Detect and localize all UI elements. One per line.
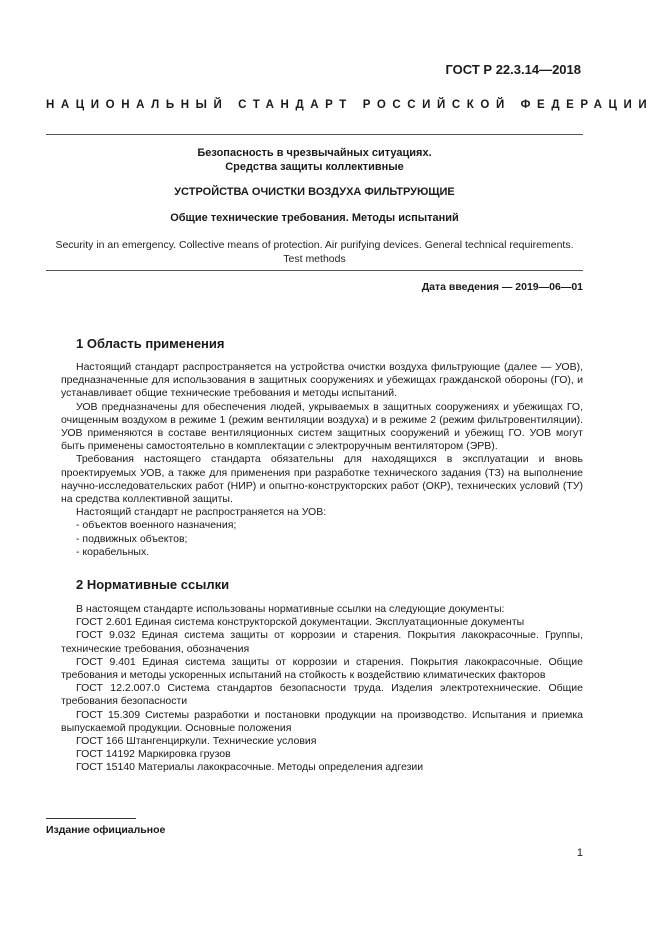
title-divider — [46, 270, 583, 271]
section-1-paragraph: Настоящий стандарт не распространяется на УОВ: — [76, 506, 327, 519]
document-code: ГОСТ Р 22.3.14—2018 — [445, 62, 581, 77]
section-2-body — [61, 603, 583, 775]
normative-reference: ГОСТ 2.601 Единая система конструкторской документации. Эксплуатационные документы — [76, 616, 525, 629]
list-item: - корабельных. — [76, 545, 150, 558]
official-edition-label: Издание официальное — [46, 824, 166, 836]
header-divider — [46, 134, 583, 135]
introduction-date: Дата введения — 2019—06—01 — [421, 281, 583, 293]
normative-reference: ГОСТ 9.032 Единая система защиты от коррозии и старения. Покрытия лакокрасочные. Группы, технические требования, обозначения — [61, 629, 583, 655]
section-2-intro: В настоящем стандарте использованы нормативные ссылки на следующие документы: — [76, 603, 505, 615]
normative-reference: ГОСТ 14192 Маркировка грузов — [76, 748, 231, 761]
section-2-heading: 2 Нормативные ссылки — [76, 577, 230, 592]
page-number: 1 — [576, 847, 583, 859]
footer-divider — [46, 818, 136, 819]
subtitle: Общие технические требования. Методы испытаний — [170, 212, 459, 224]
english-title: Security in an emergency. Collective means of protection. Air purifying devices. General technical requirements. Test methods — [55, 239, 574, 265]
main-title: УСТРОЙСТВА ОЧИСТКИ ВОЗДУХА ФИЛЬТРУЮЩИЕ — [174, 186, 455, 198]
normative-reference: ГОСТ 15.309 Системы разработки и постановки продукции на производство. Испытания и приемка выпускаемой продукции. Основные положения — [61, 708, 583, 734]
subject-line-1: Безопасность в чрезвычайных ситуациях. — [197, 147, 432, 159]
normative-reference: ГОСТ 15140 Материалы лакокрасочные. Методы определения адгезии — [76, 761, 424, 774]
subject-line-2: Средства защиты коллективные — [225, 161, 404, 173]
list-item: - подвижных объектов; — [76, 532, 188, 545]
list-item: - объектов военного назначения; — [76, 519, 237, 532]
section-1-paragraph: УОВ предназначены для обеспечения людей, укрываемых в защитных сооружениях и убежищах ГО, очищенным воздухом в режиме 1 (режим вентиляции воздуха) и в режиме 2 (режим фильтровентиляции). УОВ применяются в составе вентиляционных систем защитных сооружений и убежищ ГО. УОВ могут быть применены самостоятельно в комплектации с электроручным вентилятором (ЭРВ). — [61, 400, 583, 453]
section-1-heading: 1 Область применения — [76, 336, 225, 351]
section-1-body — [61, 361, 583, 559]
normative-reference: ГОСТ 9.401 Единая система защиты от коррозии и старения. Покрытия лакокрасочные. Общие требования и методы ускоренных испытаний на стойкость к воздействию климатических факторов — [61, 655, 583, 682]
normative-reference: ГОСТ 166 Штангенциркули. Технические условия — [76, 735, 317, 748]
normative-reference: ГОСТ 12.2.007.0 Система стандартов безопасности труда. Изделия электротехнические. Общие требования безопасности — [61, 682, 583, 708]
section-1-paragraph: Настоящий стандарт распространяется на устройства очистки воздуха фильтрующие (далее — УОВ), предназначенные для использования в защитных сооружениях и убежищах гражданской обороны (ГО), и устанавливает общие технические требования и методы испытаний. — [61, 361, 583, 400]
section-1-paragraph: Требования настоящего стандарта обязательны для находящихся в эксплуатации и вновь проектируемых УОВ, а также для применения при разработке технического задания (ТЗ) на выполнение научно-исследовательских работ (НИР) и опытно-конструкторских работ (ОКР), технических условий (ТУ) на средства коллективной защиты. — [61, 453, 583, 506]
national-standard-banner: НАЦИОНАЛЬНЫЙ СТАНДАРТ РОССИЙСКОЙ ФЕДЕРАЦИИ — [46, 99, 654, 111]
